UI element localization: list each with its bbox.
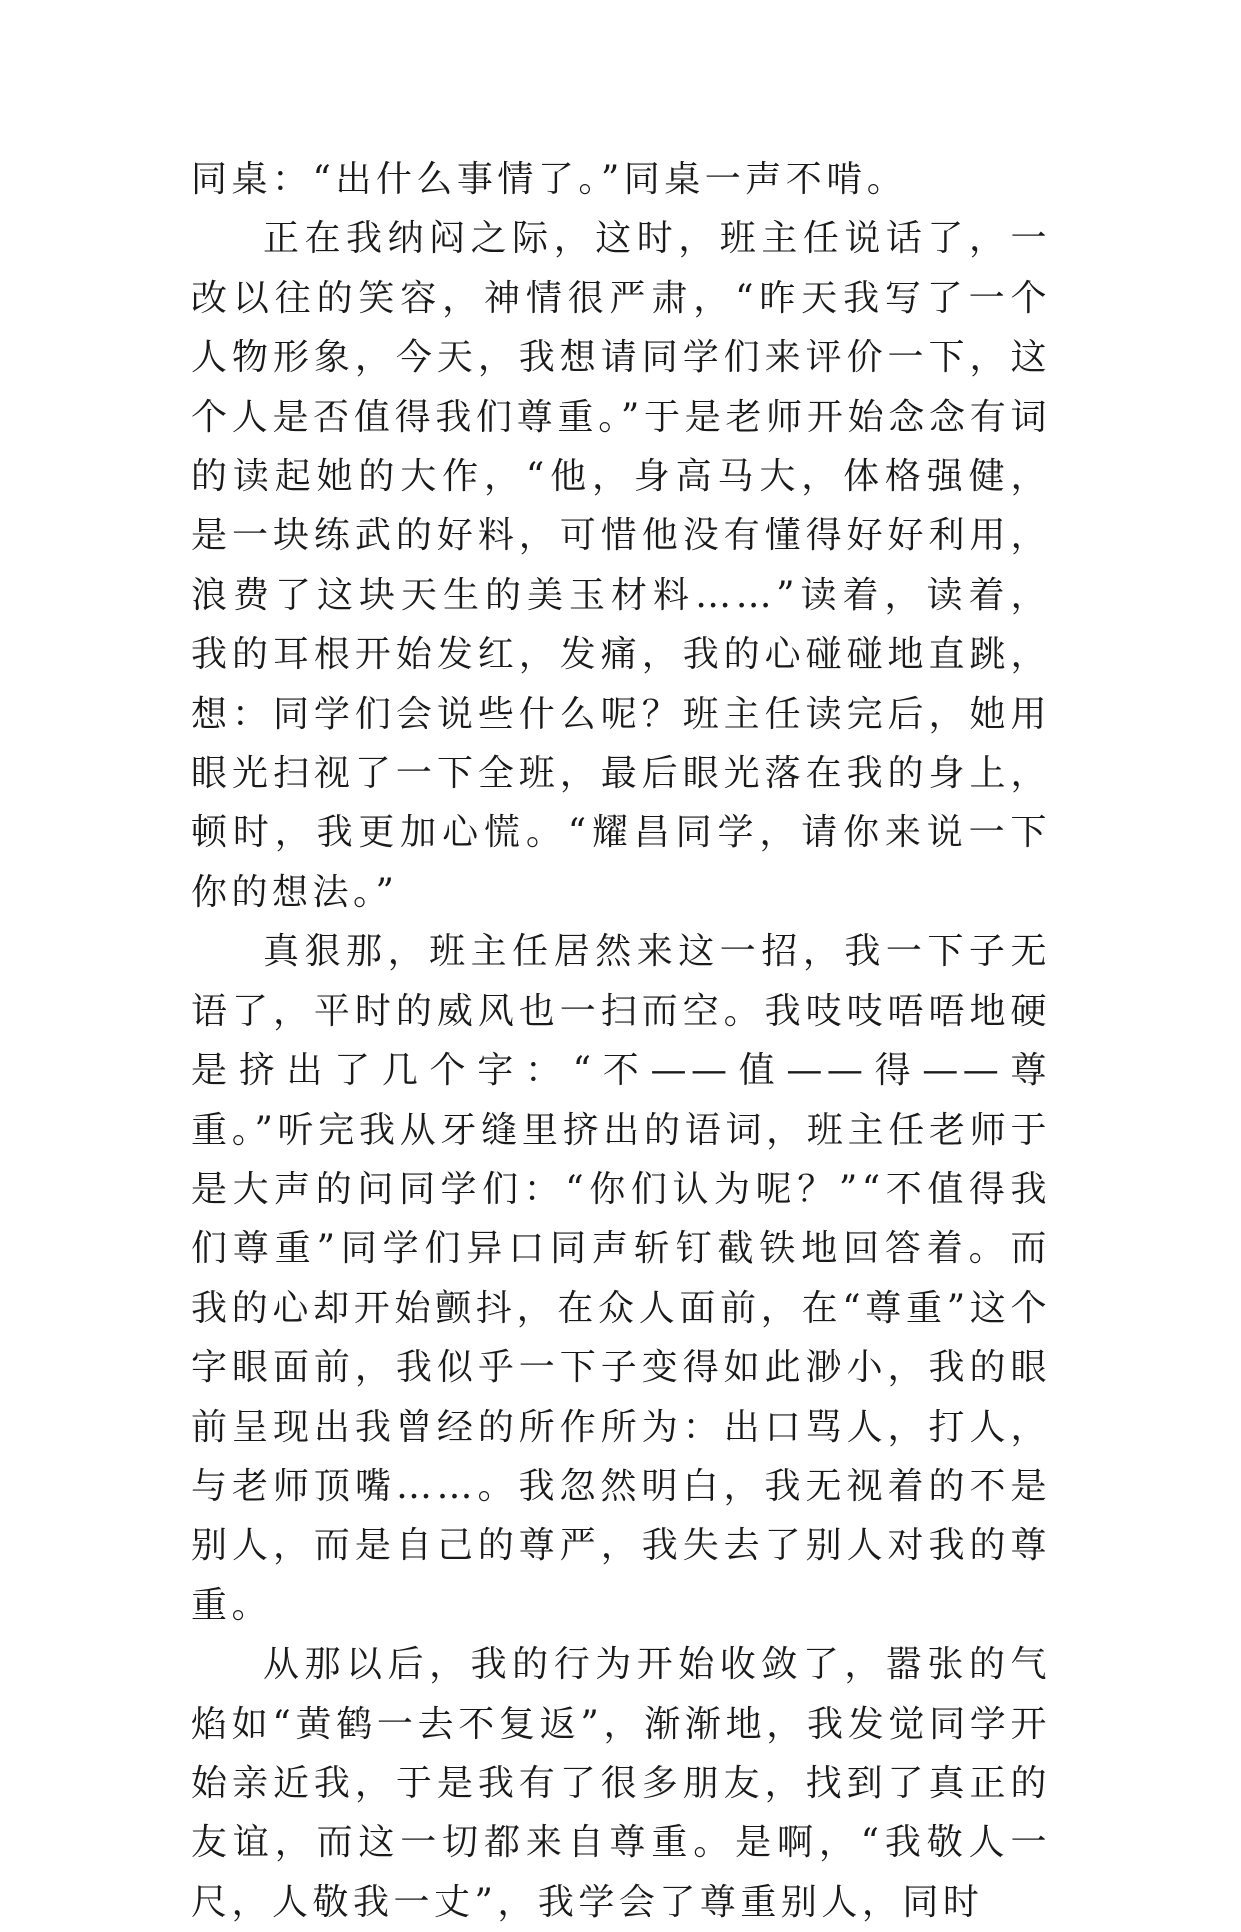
paragraph: 真狠那，班主任居然来这一招，我一下子无语了，平时的威风也一扫而空。我吱吱唔唔地硬是挤出了几个字：“不——值——得——尊重。”听完我从牙缝里挤出的语词，班主任老师于是大声的问同学们：“你们认为呢？”“不值得我们尊重”同学们异口同声斩钉截铁地回答着。而我的心却开始颤抖，在众人面前，在“尊重”这个字眼面前，我似乎一下子变得如此渺小，我的眼前呈现出我曾经的所作所为：出口骂人，打人，与老师顶嘴……。我忽然明白，我无视着的不是别人，而是自己的尊严，我失去了别人对我的尊重。 <box>191 931 1051 1626</box>
paragraph: 从那以后，我的行为开始收敛了，嚣张的气焰如“黄鹤一去不复返”，渐渐地，我发觉同学开始亲近我，于是我有了很多朋友，找到了真正的友谊，而这一切都来自尊重。是啊，“我敬人一尺，人敬我一丈”，我学会了尊重别人，同时 <box>191 1644 1051 1923</box>
paragraph: 正在我纳闷之际，这时，班主任说话了，一改以往的笑容，神情很严肃，“昨天我写了一个人物形象，今天，我想请同学们来评价一下，这个人是否值得我们尊重。”于是老师开始念念有词的读起她的大作，“他，身高马大，体格强健，是一块练武的好料，可惜他没有懂得好好利用，浪费了这块天生的美玉材料……”读着，读着，我的耳根开始发红，发痛，我的心碰碰地直跳，想：同学们会说些什么呢？班主任读完后，她用眼光扫视了一下全班，最后眼光落在我的身上，顿时，我更加心慌。“耀昌同学，请你来说一下你的想法。” <box>191 218 1051 913</box>
paragraph: 同桌：“出什么事情了。”同桌一声不啃。 <box>191 159 908 200</box>
body-text <box>191 150 1051 1932</box>
